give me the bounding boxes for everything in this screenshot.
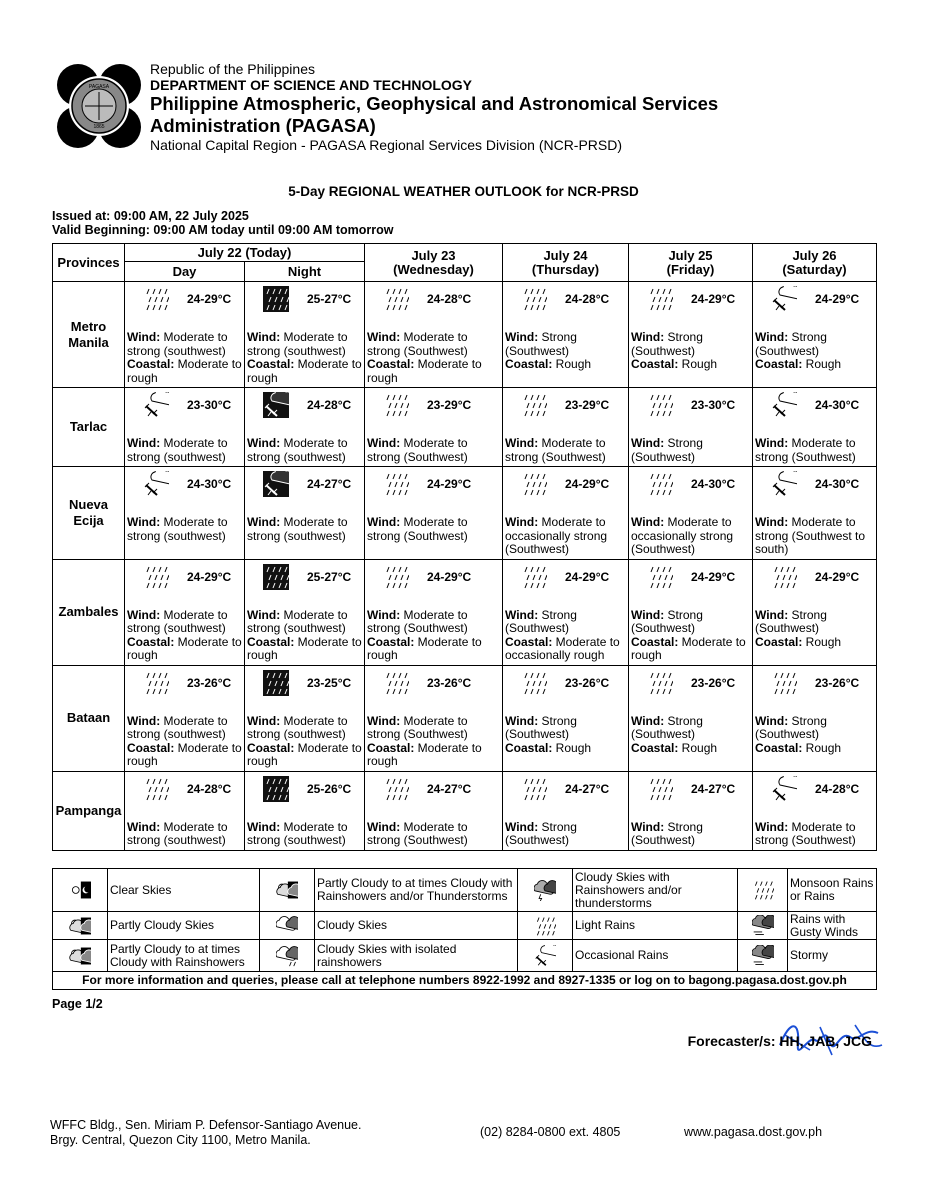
forecast-cell: 24-29°C Wind: Moderate to strong (southwest) Coastal: Moderate to rough [125, 282, 245, 388]
wind-text: Strong (Southwest) [505, 819, 577, 847]
temperature: 24-29°C [565, 569, 610, 584]
wind-text: Moderate to strong (southwest) [247, 436, 348, 464]
temperature: 23-25°C [307, 675, 352, 690]
temperature: 24-28°C [565, 292, 610, 306]
temperature: 24-27°C [691, 781, 736, 796]
forecast-cell: 24-27°C Wind: Strong (Southwest) [503, 771, 629, 850]
monsoon-rains-icon [521, 286, 547, 312]
svg-text:1865: 1865 [93, 124, 105, 130]
wind-text: Moderate to strong (southwest) [247, 330, 348, 358]
monsoon-rains-icon [647, 471, 673, 497]
forecast-cell: 24-28°C Wind: Moderate to strong (southwest) [245, 388, 365, 467]
forecast-cell: 24-28°C Wind: Strong (Southwest) Coastal: Rough [503, 282, 629, 388]
valid-beginning: Valid Beginning: 09:00 AM today until 09:00 AM tomorrow [52, 223, 394, 237]
province-name: Tarlac [53, 388, 125, 467]
wind-text: Moderate to strong (Southwest) [367, 330, 468, 358]
temperature: 24-30°C [187, 477, 232, 491]
monsoon-rains-icon [263, 564, 289, 590]
temperature: 23-26°C [691, 675, 736, 690]
occasional-rains-icon [771, 286, 797, 312]
night-subheader: Night [245, 262, 365, 282]
monsoon-rains-icon [143, 776, 169, 802]
legend-label: Partly Cloudy Skies [108, 912, 260, 940]
temperature: 24-29°C [427, 569, 472, 584]
forecast-cell: 24-28°C Wind: Moderate to strong (southwest) [125, 771, 245, 850]
temperature: 24-29°C [691, 292, 736, 306]
forecast-table [52, 243, 877, 851]
agency-name-2: Administration (PAGASA) [150, 115, 376, 136]
cloudy-thunderstorms-icon [534, 882, 556, 896]
coastal-text: Moderate to rough [127, 357, 242, 385]
wind-text: Strong (Southwest) [505, 713, 577, 741]
forecast-cell: 24-29°C Wind: Moderate to occasionally strong (Southwest) [503, 467, 629, 560]
legend-row [53, 912, 877, 940]
wind-text: Moderate to strong (southwest) [247, 713, 348, 741]
coastal-text: Moderate to rough [367, 740, 482, 768]
temperature: 23-26°C [815, 675, 860, 690]
temperature: 24-27°C [307, 477, 352, 491]
forecast-cell: 24-28°C Wind: Moderate to strong (Southwest) Coastal: Moderate to rough [365, 282, 503, 388]
province-row [53, 665, 877, 771]
occasional-rains-icon [771, 776, 797, 802]
occasional-rains-icon [143, 392, 169, 418]
monsoon-rains-icon [383, 392, 409, 418]
legend-row [53, 869, 877, 912]
temperature: 24-30°C [815, 398, 860, 412]
legend-label: Monsoon Rains or Rains [788, 869, 877, 912]
forecast-cell: 23-26°C Wind: Strong (Southwest) Coastal: Rough [629, 665, 753, 771]
monsoon-rains-icon [647, 564, 673, 590]
monsoon-rains-icon [143, 564, 169, 590]
wind-text: Moderate to strong (southwest) [247, 607, 348, 635]
legend-label: Partly Cloudy to at times Cloudy with Rainshowers [108, 940, 260, 972]
cloudy-icon [276, 918, 298, 932]
website: www.pagasa.dost.gov.ph [684, 1125, 823, 1139]
forecast-cell: 24-29°C Wind: Strong (Southwest) Coastal: Rough [629, 282, 753, 388]
coastal-text: Moderate to rough [247, 740, 362, 768]
coastal-text: Moderate to rough [247, 634, 362, 662]
coastal-text: Rough [802, 634, 842, 649]
forecast-cell: 23-26°C Wind: Moderate to strong (southwest) Coastal: Moderate to rough [125, 665, 245, 771]
forecast-cell: 24-27°C Wind: Moderate to strong (Southwest) [365, 771, 503, 850]
wind-text: Moderate to strong (southwest) [127, 607, 228, 635]
stormy-icon [752, 948, 774, 962]
temperature: 24-29°C [187, 569, 232, 584]
temperature: 25-27°C [307, 569, 352, 584]
monsoon-rains-icon [521, 670, 547, 696]
province-name: Bataan [53, 665, 125, 771]
forecast-cell: 23-30°C Wind: Strong (Southwest) [629, 388, 753, 467]
monsoon-rains-icon [383, 670, 409, 696]
monsoon-rains-icon [521, 471, 547, 497]
wind-text: Moderate to occasionally strong (Southwest) [631, 515, 734, 556]
wind-text: Strong (Southwest) [631, 330, 703, 358]
partly-cloudy-icon [69, 918, 91, 932]
monsoon-rains-icon [143, 286, 169, 312]
temperature: 24-29°C [815, 292, 860, 306]
wind-text: Strong (Southwest) [631, 713, 703, 741]
legend-label: Stormy [788, 940, 877, 972]
day-header-3: July 25 (Friday) [629, 244, 753, 282]
coastal-text: Rough [678, 740, 718, 755]
wind-text: Moderate to strong (Southwest) [755, 436, 856, 464]
temperature: 24-30°C [691, 477, 736, 491]
temperature: 24-30°C [815, 477, 860, 491]
province-name: Zambales [53, 559, 125, 665]
issued-at: Issued at: 09:00 AM, 22 July 2025 [52, 209, 249, 223]
wind-text: Moderate to strong (Southwest to south) [755, 515, 866, 556]
wind-text: Moderate to strong (southwest) [127, 819, 228, 847]
coastal-text: Moderate to rough [247, 357, 362, 385]
coastal-text: Moderate to rough [367, 634, 482, 662]
wind-text: Moderate to strong (southwest) [127, 330, 228, 358]
light-rains-icon [534, 918, 556, 932]
monsoon-rains-icon [647, 286, 673, 312]
forecast-cell: 24-30°C Wind: Moderate to strong (southwest) [125, 467, 245, 560]
coastal-text: Moderate to rough [127, 634, 242, 662]
legend-table [52, 868, 877, 990]
occasional-rains-icon [771, 471, 797, 497]
wind-text: Strong (Southwest) [505, 330, 577, 358]
occasional-rains-icon [263, 392, 289, 418]
province-row [53, 559, 877, 665]
coastal-text: Moderate to rough [631, 634, 746, 662]
svg-text:PAGASA: PAGASA [88, 84, 110, 90]
wind-text: Moderate to strong (Southwest) [755, 819, 856, 847]
temperature: 24-29°C [427, 477, 472, 491]
monsoon-rains-icon [647, 670, 673, 696]
coastal-text: Rough [552, 357, 592, 371]
forecast-cell: 24-29°C Wind: Strong (Southwest) Coastal: Rough [753, 282, 877, 388]
temperature: 24-28°C [815, 781, 860, 796]
monsoon-rains-icon [521, 564, 547, 590]
partly-cloudy-rainshowers-icon [69, 948, 91, 962]
wind-text: Strong (Southwest) [755, 330, 827, 358]
forecast-cell: 23-26°C Wind: Strong (Southwest) Coastal: Rough [753, 665, 877, 771]
monsoon-rains-icon [383, 286, 409, 312]
day-header-2: July 24 (Thursday) [503, 244, 629, 282]
temperature: 23-30°C [691, 398, 736, 412]
wind-text: Moderate to strong (Southwest) [367, 607, 468, 635]
monsoon-rains-icon [771, 670, 797, 696]
letterhead [55, 62, 875, 162]
monsoon-rains-icon [263, 670, 289, 696]
temperature: 24-28°C [427, 292, 472, 306]
legend-label: Clear Skies [108, 869, 260, 912]
coastal-text: Moderate to rough [367, 357, 482, 385]
province-row [53, 388, 877, 467]
monsoon-rains-icon [263, 776, 289, 802]
forecast-cell: 25-27°C Wind: Moderate to strong (southwest) Coastal: Moderate to rough [245, 282, 365, 388]
legend-label: Cloudy Skies [315, 912, 518, 940]
coastal-text: Rough [678, 357, 718, 371]
monsoon-rains-icon [647, 392, 673, 418]
forecast-cell: 24-30°C Wind: Moderate to strong (Southwest) [753, 388, 877, 467]
province-row [53, 771, 877, 850]
day-header-4: July 26 (Saturday) [753, 244, 877, 282]
temperature: 23-26°C [565, 675, 610, 690]
province-name: Nueva Ecija [53, 467, 125, 560]
temperature: 23-30°C [187, 398, 232, 412]
forecasters: Forecaster/s: HH, JAB, JCG [687, 1033, 872, 1049]
forecast-cell: 24-29°C Wind: Strong (Southwest) Coastal: Rough [753, 559, 877, 665]
wind-text: Moderate to strong (southwest) [247, 819, 348, 847]
forecast-cell: 24-30°C Wind: Moderate to strong (Southwest to south) [753, 467, 877, 560]
monsoon-rains-icon [383, 471, 409, 497]
forecast-cell: 24-28°C Wind: Moderate to strong (Southwest) [753, 771, 877, 850]
forecast-cell: 23-26°C Wind: Moderate to strong (Southwest) Coastal: Moderate to rough [365, 665, 503, 771]
wind-text: Moderate to strong (Southwest) [367, 713, 468, 741]
wind-text: Strong (Southwest) [631, 436, 703, 464]
phone-number: (02) 8284-0800 ext. 4805 [480, 1125, 621, 1139]
forecast-cell: 23-26°C Wind: Strong (Southwest) Coastal: Rough [503, 665, 629, 771]
legend-label: Partly Cloudy to at times Cloudy with Rainshowers and/or Thunderstorms [315, 869, 518, 912]
temperature: 25-26°C [307, 781, 352, 796]
wind-text: Moderate to strong (southwest) [127, 713, 228, 741]
partly-cloudy-thunderstorms-icon [276, 882, 298, 896]
wind-text: Moderate to strong (southwest) [127, 515, 228, 543]
temperature: 24-28°C [307, 398, 352, 412]
address: WFFC Bldg., Sen. Miriam P. Defensor-Santiago Avenue. Brgy. Central, Quezon City 1100, Metro Manila. [50, 1118, 362, 1147]
wind-text: Moderate to occasionally strong (Southwest) [505, 515, 608, 556]
coastal-text: Rough [552, 740, 592, 755]
forecast-cell: 24-29°C Wind: Moderate to strong (southwest) Coastal: Moderate to rough [125, 559, 245, 665]
legend-label: Rains with Gusty Winds [788, 912, 877, 940]
temperature: 24-29°C [565, 477, 610, 491]
monsoon-rains-icon [383, 776, 409, 802]
wind-text: Strong (Southwest) [631, 819, 703, 847]
legend-label: Occasional Rains [573, 940, 738, 972]
wind-text: Strong (Southwest) [631, 607, 703, 635]
monsoon-rains-icon [383, 564, 409, 590]
coastal-text: Moderate to occasionally rough [505, 634, 620, 662]
forecast-cell: 23-29°C Wind: Moderate to strong (Southwest) [503, 388, 629, 467]
coastal-text: Rough [802, 357, 842, 371]
forecast-cell: 24-29°C Wind: Strong (Southwest) Coastal: Moderate to rough [629, 559, 753, 665]
today-header: July 22 (Today) [125, 244, 365, 262]
temperature: 23-26°C [187, 675, 232, 690]
republic-text: Republic of the Philippines [150, 61, 315, 77]
issue-info [52, 209, 393, 237]
forecast-cell: 24-30°C Wind: Moderate to occasionally strong (Southwest) [629, 467, 753, 560]
province-name: Metro Manila [53, 282, 125, 388]
monsoon-rains-icon [771, 564, 797, 590]
forecast-cell: 23-30°C Wind: Moderate to strong (southwest) [125, 388, 245, 467]
monsoon-rains-icon [521, 392, 547, 418]
temperature: 23-29°C [565, 398, 610, 412]
cloudy-isolated-rainshowers-icon [276, 948, 298, 962]
forecast-cell: 25-27°C Wind: Moderate to strong (southwest) Coastal: Moderate to rough [245, 559, 365, 665]
forecast-cell: 24-27°C Wind: Moderate to strong (southwest) [245, 467, 365, 560]
province-name: Pampanga [53, 771, 125, 850]
forecast-cell: 25-26°C Wind: Moderate to strong (southwest) [245, 771, 365, 850]
temperature: 24-27°C [427, 781, 472, 796]
legend-label: Cloudy Skies with isolated rainshowers [315, 940, 518, 972]
forecast-cell: 24-27°C Wind: Strong (Southwest) [629, 771, 753, 850]
clear-skies-icon [69, 882, 91, 896]
wind-text: Moderate to strong (Southwest) [367, 436, 468, 464]
division-text: National Capital Region - PAGASA Regional Services Division (NCR-PRSD) [150, 137, 623, 153]
forecast-cell: 24-29°C Wind: Strong (Southwest) Coastal: Moderate to occasionally rough [503, 559, 629, 665]
wind-text: Moderate to strong (Southwest) [505, 436, 606, 464]
temperature: 23-29°C [427, 398, 472, 412]
wind-text: Strong (Southwest) [755, 713, 827, 741]
wind-text: Moderate to strong (southwest) [247, 515, 348, 543]
wind-text: Strong (Southwest) [755, 607, 827, 635]
day-header-1: July 23 (Wednesday) [365, 244, 503, 282]
pagasa-logo [55, 62, 143, 150]
forecast-cell: 23-25°C Wind: Moderate to strong (southwest) Coastal: Moderate to rough [245, 665, 365, 771]
occasional-rains-icon [771, 392, 797, 418]
province-row [53, 467, 877, 560]
occasional-rains-icon [143, 471, 169, 497]
coastal-text: Moderate to rough [127, 740, 242, 768]
occasional-rains-icon [263, 471, 289, 497]
temperature: 24-29°C [187, 292, 232, 306]
day-subheader: Day [125, 262, 245, 282]
forecast-cell: 24-29°C Wind: Moderate to strong (Southwest) [365, 467, 503, 560]
monsoon-rains-icon [521, 776, 547, 802]
department-text: DEPARTMENT OF SCIENCE AND TECHNOLOGY [150, 77, 473, 93]
province-row [53, 282, 877, 388]
coastal-text: Rough [802, 740, 842, 755]
wind-text: Strong (Southwest) [505, 607, 577, 635]
monsoon-rains-icon [752, 882, 774, 896]
temperature: 24-27°C [565, 781, 610, 796]
temperature: 23-26°C [427, 675, 472, 690]
monsoon-rains-icon [143, 670, 169, 696]
contact-footer: For more information and queries, please call at telephone numbers 8922-1992 and 8927-1335 or log on to bagong.pagasa.dost.gov.ph [53, 972, 877, 990]
legend-label: Cloudy Skies with Rainshowers and/or thunderstorms [573, 869, 738, 912]
temperature: 24-28°C [187, 781, 232, 796]
temperature: 24-29°C [815, 569, 860, 584]
wind-text: Moderate to strong (Southwest) [367, 819, 468, 847]
forecast-cell: 23-29°C Wind: Moderate to strong (Southwest) [365, 388, 503, 467]
monsoon-rains-icon [647, 776, 673, 802]
page-number: Page 1/2 [52, 997, 103, 1011]
legend-label: Light Rains [573, 912, 738, 940]
wind-text: Moderate to strong (southwest) [127, 436, 228, 464]
forecast-cell: 24-29°C Wind: Moderate to strong (Southwest) Coastal: Moderate to rough [365, 559, 503, 665]
agency-name-1: Philippine Atmospheric, Geophysical and Astronomical Services [150, 93, 719, 114]
provinces-header: Provinces [53, 244, 125, 282]
document-title: 5-Day REGIONAL WEATHER OUTLOOK for NCR-PRSD [288, 184, 639, 199]
wind-text: Moderate to strong (Southwest) [367, 515, 468, 543]
monsoon-rains-icon [263, 286, 289, 312]
occasional-rains-icon [534, 948, 556, 962]
temperature: 24-29°C [691, 569, 736, 584]
legend-row [53, 940, 877, 972]
temperature: 25-27°C [307, 292, 352, 306]
rains-gusty-winds-icon [752, 918, 774, 932]
